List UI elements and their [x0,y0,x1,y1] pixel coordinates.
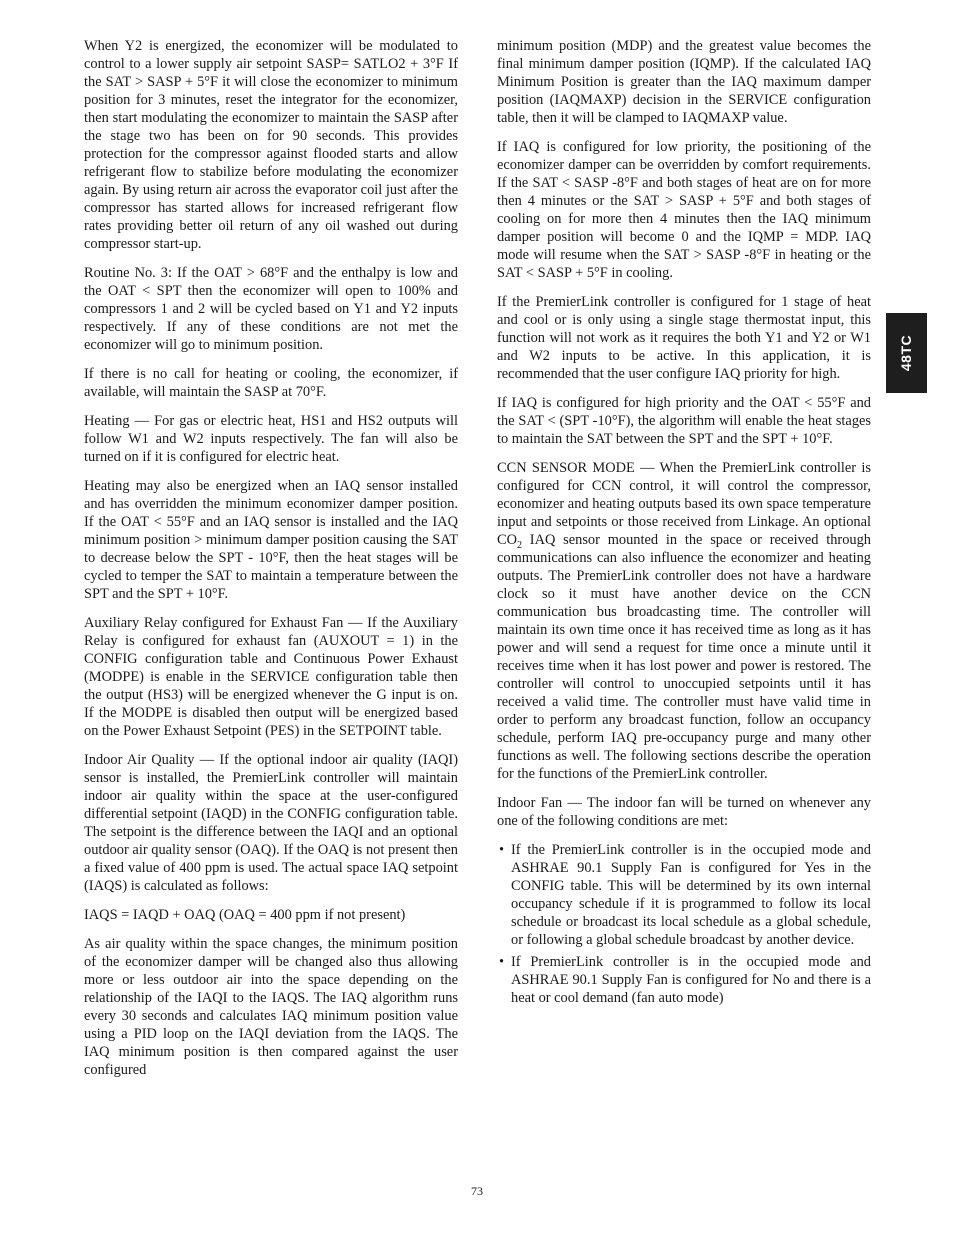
paragraph-indoor-air-quality: Indoor Air Quality — If the optional indoor air quality (IAQI) sensor is installed, the PremierLink controller will maintain indoor air quality within the space at the user-configured differential setpoint (IAQD) in the CONFIG configuration table. The setpoint is the difference between the IAQI and an optional outdoor air quality sensor (OAQ). If the OAQ is not present then a fixed value of 400 ppm is used. The actual space IAQ setpoint (IAQS) is calculated as follows: [84,752,458,894]
ccn-text-after: IAQ sensor mounted in the space or received through communications can also influence the economizer and heating outputs. The PremierLink controller does not have a hardware clock so it must have another device on the CCN communication bus broadcasting time. The controller will maintain its own time once it has received time as long as it has power and will send a request for time once a minute until it receives time when it has lost power and power is restored. The controller will control to unoccupied setpoints until it has received a valid time. The controller must have valid time in order to perform any broadcast function, follow an occupancy schedule, perform IAQ pre-occupancy purge and many other functions as well. The following sections describe the operation for the functions of the PremierLink controller. [497,532,871,782]
paragraph-ccn-sensor-mode [497,459,871,783]
paragraph-single-stage: If the PremierLink controller is configured for 1 stage of heat and cool or is only using a single stage thermostat input, this function will not work as it requires the both Y1 and Y2 or W1 and W2 inputs to be active. In this application, it is recommended that the user configure IAQ priority for high. [497,294,871,382]
list-item-text: If the PremierLink controller is in the occupied mode and ASHRAE 90.1 Supply Fan is configured for Yes in the CONFIG table. This will be determined by its own internal occupancy schedule if it is programmed to follow its local schedule or broadcast its local schedule as a global schedule, or following a global schedule broadcast by another device. [511,842,871,948]
section-tab [886,313,927,393]
paragraph-y2-energized: When Y2 is energized, the economizer will be modulated to control to a lower supply air setpoint SASP= SATLO2 + 3°F If the SAT > SASP + 5°F it will close the economizer to minimum position for 3 minutes, reset the integrator for the economizer, then start modulating the economizer to maintain the SASP after the stage two has been on for 90 seconds. This provides protection for the compressor against flooded starts and allow refrigerant flow to stabilize before modulating the economizer again. By using return air across the evaporator coil just after the compressor has started allows for increased refrigerant flow rates providing better oil return of any oil washed out during compressor start-up. [84,38,458,252]
paragraph-heating-iaq: Heating may also be energized when an IAQ sensor installed and has overridden the minimum economizer damper position. If the OAT < 55°F and an IAQ sensor is installed and the IAQ minimum position > minimum damper position causing the SAT to decrease below the SPT - 10°F, then the heat stages will be cycled to temper the SAT to maintain a temperature between the SPT and the SPT + 10°F. [84,478,458,602]
paragraph-air-quality-changes: As air quality within the space changes, the minimum position of the economizer damper will be changed also thus allowing more or less outdoor air into the space depending on the relationship of the IAQI to the IAQS. The IAQ algorithm runs every 30 seconds and calculates IAQ minimum position value using a PID loop on the IAQI deviation from the IAQS. The IAQ minimum position is then compared against the user configured [84,936,458,1078]
paragraph-heating: Heating — For gas or electric heat, HS1 and HS2 outputs will follow W1 and W2 inputs respectively. The fan will also be turned on if it is configured for electric heat. [84,413,458,465]
paragraph-routine-3: Routine No. 3: If the OAT > 68°F and the enthalpy is low and the OAT < SPT then the economizer will open to 100% and compressors 1 and 2 will be cycled based on Y1 and Y2 inputs respectively. If any of these conditions are not met the economizer will go to minimum position. [84,265,458,353]
paragraph-minimum-position: minimum position (MDP) and the greatest value becomes the final minimum damper position (IQMP). If the calculated IAQ Minimum Position is greater than the IAQ maximum damper position (IAQMAXP) decision in the SERVICE configuration table, then it will be clamped to IAQMAXP value. [497,38,871,126]
paragraph-auxiliary-relay: Auxiliary Relay configured for Exhaust Fan — If the Auxiliary Relay is configured for exhaust fan (AUXOUT = 1) in the CONFIG configuration table and Continuous Power Exhaust (MODPE) is enable in the SERVICE configuration table then the output (HS3) will be energized whenever the G input is on. If the MODPE is disabled then output will be energized based on the Power Exhaust Setpoint (PES) in the SETPOINT table. [84,615,458,739]
indoor-fan-conditions-list [497,841,871,1007]
paragraph-iaq-low-priority: If IAQ is configured for low priority, the positioning of the economizer damper can be overridden by comfort requirements. If the SAT < SASP -8°F and both stages of heat are on for more then 4 minutes or the SAT > SASP + 5°F and both stages of cooling on for more then 4 minutes then the IAQ minimum damper position will become 0 and the IQMP = MDP. IAQ mode will resume when the SAT > SASP -8°F in heating or the SAT < SASP + 5°F in cooling. [497,139,871,281]
list-item [497,953,871,1007]
paragraph-indoor-fan: Indoor Fan — The indoor fan will be turned on whenever any one of the following conditions are met: [497,795,871,829]
list-item [497,841,871,949]
bullet-icon: • [499,842,505,858]
co2-subscript: 2 [517,539,522,551]
left-column [84,37,458,1090]
section-tab-label: 48TC [898,334,915,372]
paragraph-no-call: If there is no call for heating or cooling, the economizer, if available, will maintain the SASP at 70°F. [84,366,458,400]
ccn-text-before: CCN SENSOR MODE — When the PremierLink controller is configured for CCN control, it will control the compressor, economizer and heating outputs based its own space temperature input and setpoints or those received from Linkage. An optional CO [497,460,871,548]
bullet-icon: • [499,954,505,970]
paragraph-iaqs-formula: IAQS = IAQD + OAQ (OAQ = 400 ppm if not present) [84,907,406,923]
paragraph-iaq-high-priority: If IAQ is configured for high priority and the OAT < 55°F and the SAT < (SPT -10°F), the algorithm will enable the heat stages to maintain the SAT between the SPT and the SPT + 10°F. [497,395,871,447]
list-item-text: If PremierLink controller is in the occupied mode and ASHRAE 90.1 Supply Fan is configured for No and there is a heat or cool demand (fan auto mode) [511,954,871,1006]
page-number: 73 [471,1184,483,1198]
right-column [497,37,871,1011]
